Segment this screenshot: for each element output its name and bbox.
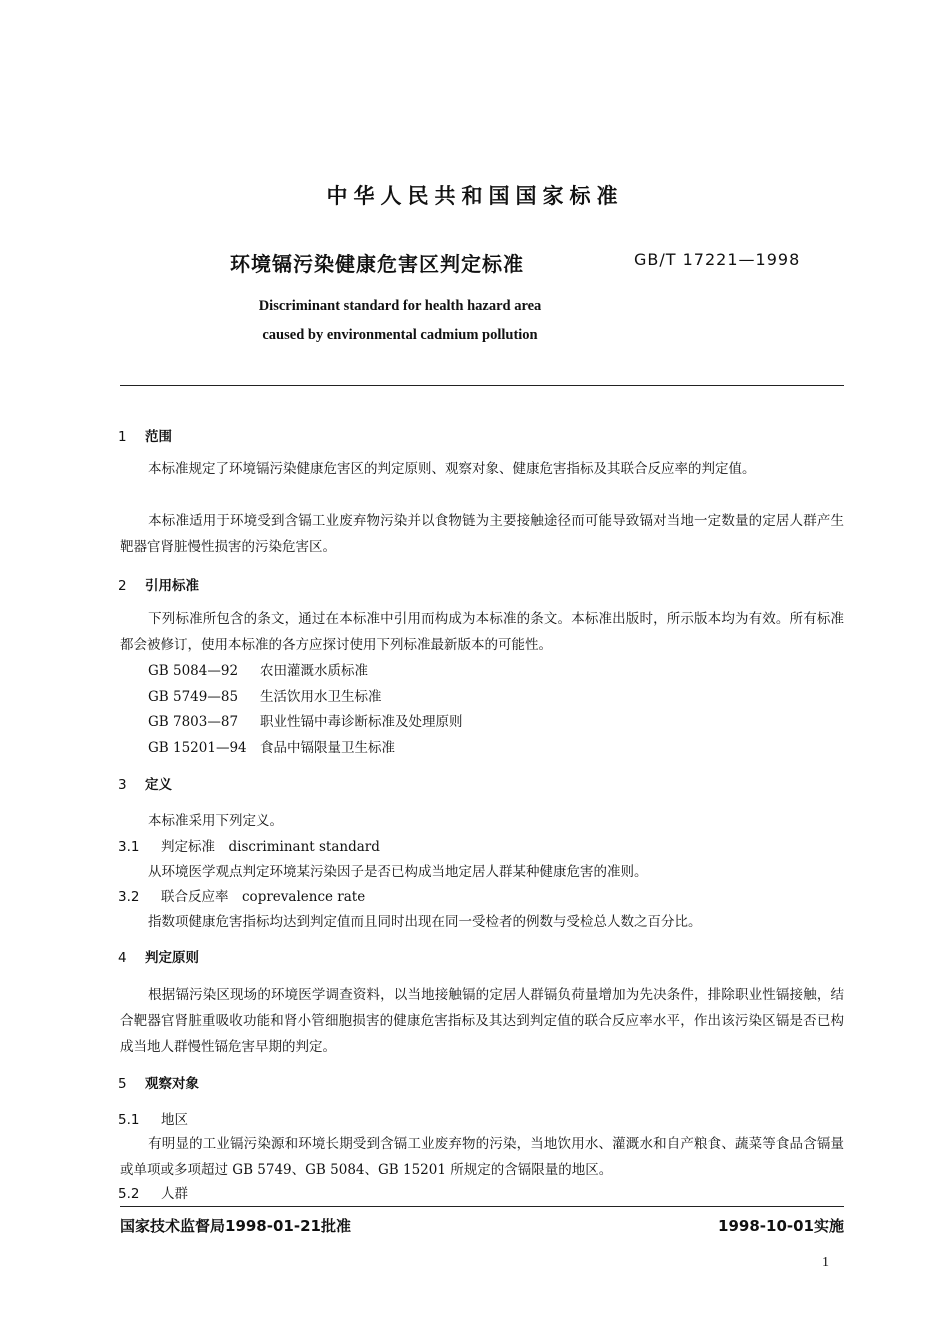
section-number: 3 xyxy=(118,777,127,793)
approval-date: 国家技术监督局1998-01-21批准 xyxy=(120,1217,351,1235)
section-1-heading xyxy=(118,425,172,445)
subsection-5-2: 5.2 人群 xyxy=(118,1186,188,1202)
header-divider xyxy=(120,385,844,386)
section-1-paragraph-2: 本标准适用于环境受到含镉工业废弃物污染并以食物链为主要接触途径而可能导致镉对当地一定数量的定居人群产生靶器官肾脏慢性损害的污染危害区。 xyxy=(120,513,844,555)
page-number: 1 xyxy=(822,1255,829,1270)
section-2-heading xyxy=(118,574,199,594)
section-5-heading xyxy=(118,1072,199,1092)
section-number: 1 xyxy=(118,429,127,445)
subsection-5-1: 5.1 地区 xyxy=(118,1112,188,1128)
section-title: 引用标准 xyxy=(145,578,199,594)
definition-3-2-text: 指数项健康危害指标均达到判定值而且同时出现在同一受检者的例数与受检总人数之百分比。 xyxy=(148,914,702,930)
definition-3-1-text: 从环境医学观点判定环境某污染因子是否已构成当地定居人群某种健康危害的准则。 xyxy=(148,864,648,880)
section-number: 5 xyxy=(118,1076,127,1092)
section-number: 2 xyxy=(118,578,127,594)
implementation-date: 1998-10-01实施 xyxy=(718,1217,844,1235)
definition-3-1: 3.1 判定标准 discriminant standard xyxy=(118,839,380,855)
section-4-paragraph-1: 根据镉污染区现场的环境医学调查资料，以当地接触镉的定居人群镉负荷量增加为先决条件，排除职业性镉接触，结合靶器官肾脏重吸收功能和肾小管细胞损害的健康危害指标及其达到判定值的联合反应率水平，作出该污染区镉是否已构成当地人群慢性镉危害早期的判定。 xyxy=(120,987,844,1055)
section-title: 定义 xyxy=(145,777,172,793)
section-4-heading xyxy=(118,946,199,966)
reference-item: GB 7803—87 职业性镉中毒诊断标准及处理原则 xyxy=(148,714,463,730)
section-title: 判定原则 xyxy=(145,950,199,966)
section-2-paragraph-1: 下列标准所包含的条文，通过在本标准中引用而构成为本标准的条文。本标准出版时，所示版本均为有效。所有标准都会被修订，使用本标准的各方应探讨使用下列标准最新版本的可能性。 xyxy=(120,611,844,653)
english-title-line-2: caused by environmental cadmium pollution xyxy=(262,327,538,343)
section-1-paragraph-1: 本标准规定了环境镉污染健康危害区的判定原则、观察对象、健康危害指标及其联合反应率的判定值。 xyxy=(148,461,756,477)
footer-divider xyxy=(120,1206,844,1207)
reference-item: GB 5749—85 生活饮用水卫生标准 xyxy=(148,689,382,705)
standard-code: GB/T 17221—1998 xyxy=(634,250,801,269)
reference-item: GB 15201—94 食品中镉限量卫生标准 xyxy=(148,740,395,756)
section-3-intro: 本标准采用下列定义。 xyxy=(148,813,283,829)
section-title: 观察对象 xyxy=(145,1076,199,1092)
section-title: 范围 xyxy=(145,429,172,445)
subsection-5-1-text: 有明显的工业镉污染源和环境长期受到含镉工业废弃物的污染，当地饮用水、灌溉水和自产粮食、蔬菜等食品含镉量或单项或多项超过 GB 5749、GB 5084、GB 15201 所规定的含镉限量的地区。 xyxy=(120,1136,844,1178)
english-title-line-1: Discriminant standard for health hazard area xyxy=(258,298,542,314)
section-number: 4 xyxy=(118,950,127,966)
definition-3-2: 3.2 联合反应率 coprevalence rate xyxy=(118,889,366,905)
reference-item: GB 5084—92 农田灌溉水质标准 xyxy=(148,663,368,679)
national-standard-heading: 中华人民共和国国家标准 xyxy=(326,184,624,208)
document-title: 环境镉污染健康危害区判定标准 xyxy=(230,252,524,276)
section-3-heading xyxy=(118,773,172,793)
